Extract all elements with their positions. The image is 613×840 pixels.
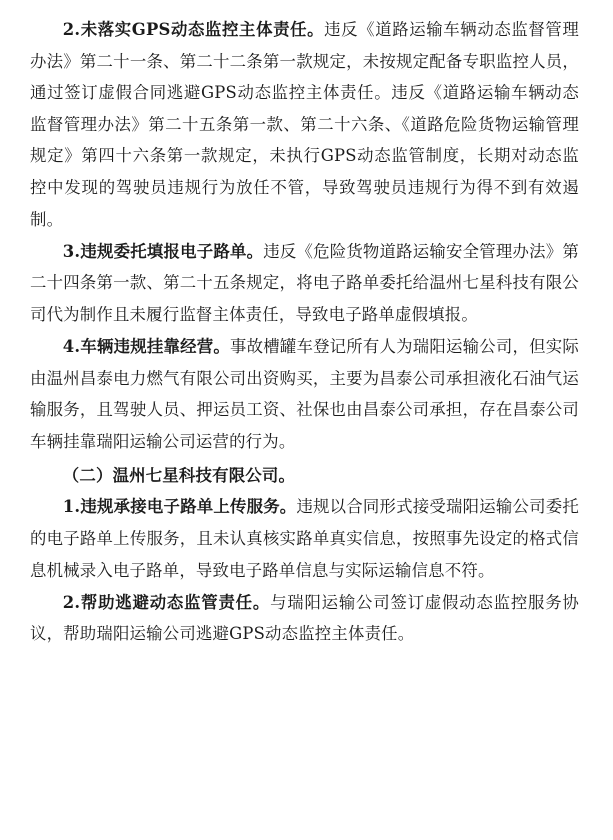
paragraph-lead: 违规委托填报电子路单。: [80, 241, 264, 261]
paragraph-number: 2.: [62, 592, 81, 612]
paragraph-lead: 车辆违规挂靠经营。: [80, 336, 230, 356]
paragraph-lead: 帮助逃避动态监管责任。: [80, 592, 271, 612]
paragraph-item-2-gps: [30, 14, 579, 235]
paragraph-body: 与瑞阳运输公司签订虚假动态监控服务协议，帮助瑞阳运输公司逃避GPS动态监控主体责任。: [30, 592, 579, 644]
paragraph-body: 违规以合同形式接受瑞阳运输公司委托的电子路单上传服务，且未认真核实路单真实信息，按照事先设定的格式信息机械录入电子路单，导致电子路单信息与实际运输信息不符。: [30, 497, 579, 580]
paragraph-body: 违反《危险货物道路运输安全管理办法》第二十四条第一款、第二十五条规定，将电子路单委托给温州七星科技有限公司代为制作且未履行监督主体责任，导致电子路单虚假填报。: [30, 241, 579, 324]
paragraph-lead: 违规承接电子路单上传服务。: [80, 497, 297, 517]
paragraph-number: 1.: [62, 497, 81, 517]
paragraph-item-3-waybill: [30, 236, 579, 331]
paragraph-body: 违反《道路运输车辆动态监督管理办法》第二十一条、第二十二条第一款规定，未按规定配备专职监控人员，通过签订虚假合同逃避GPS动态监控主体责任。违反《道路运输车辆动态监督管理办法》第二十五条第一款、第二十六条、《道路危险货物运输管理规定》第四十六条第一款规定，未执行GPS动态监管制度，长期对动态监控中发现的驾驶员违规行为放任不管，导致驾驶员违规行为得不到有效遏制。: [30, 20, 579, 229]
section-heading-qixing: （二）温州七星科技有限公司。: [62, 465, 296, 485]
paragraph-number: 4.: [62, 336, 81, 356]
paragraph-number: 3.: [62, 241, 81, 261]
paragraph-lead: 未落实GPS动态监控主体责任。: [80, 20, 325, 39]
paragraph-item-2-help-evade: [30, 587, 579, 650]
paragraph-number: 2.: [62, 20, 81, 39]
paragraph-item-4-affiliation: [30, 331, 579, 457]
paragraph-body: 事故槽罐车登记所有人为瑞阳运输公司，但实际由温州昌泰电力燃气有限公司出资购买，主要为昌泰公司承担液化石油气运输服务，且驾驶人员、押运员工资、社保也由昌泰公司承担，存在昌泰公司车辆挂靠瑞阳运输公司运营的行为。: [30, 336, 579, 451]
paragraph-item-1-upload-service: [30, 491, 579, 586]
